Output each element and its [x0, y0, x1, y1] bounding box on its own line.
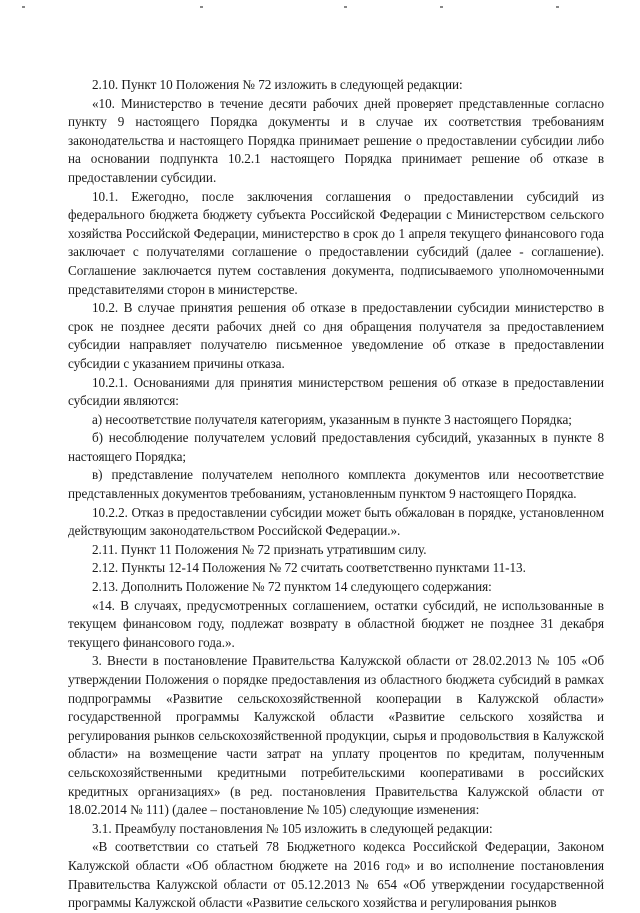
paragraph-preamble: «В соответствии со статьей 78 Бюджетного кодекса Российской Федерации, Законом Калужской области «Об областном бюджете на 2016 год» и во исполнение постановления Правительства Калужской области от 05.12.2013 № 654 «Об утверждении государственной программы Калужской области «Развитие сельского хозяйства и регулирования рынков — [68, 839, 604, 911]
paragraph-item-b: б) несоблюдение получателем условий предоставления субсидий, указанных в пункте 8 настоящего Порядка; — [68, 430, 604, 464]
paragraph-2-12: 2.12. Пункты 12-14 Положения № 72 считать соответственно пунктами 11-13. — [92, 560, 526, 576]
paragraph-item-a: а) несоответствие получателя категориям, указанным в пункте 3 настоящего Порядка; — [92, 411, 572, 427]
paragraph-3-1: 3.1. Преамбулу постановления № 105 изложить в следующей редакции: — [92, 820, 493, 836]
paragraph-point-14: «14. В случаях, предусмотренных соглашением, остатки субсидий, не использованные в текущем финансовом году, подлежат возврату в областной бюджет не позднее 31 декабря текущего финансового года.». — [68, 597, 604, 650]
paragraph-2-10: 2.10. Пункт 10 Положения № 72 изложить в следующей редакции: — [92, 77, 463, 92]
scan-top-marks — [0, 6, 640, 10]
paragraph-10-1: 10.1. Ежегодно, после заключения соглашения о предоставлении субсидий из федерального бюджета бюджету субъекта Российской Федерации с Министерством сельского хозяйства Российской Федерации, министерство в срок до 1 апреля текущего финансового года заключает с получателями соглашение о предоставлении субсидий (далее - соглашение). Соглашение заключается путем составления документа, подписываемого уполномоченными представителями сторон в министерстве. — [68, 188, 604, 297]
paragraph-3: 3. Внести в постановление Правительства Калужской области от 28.02.2013 № 105 «Об утверждении Положения о порядке предоставления из областного бюджета субсидий в рамках подпрограммы «Развитие сельскохозяйственной кооперации в Калужской области» государственной программы Калужской области «Развитие сельского хозяйства и регулирования рынков сельскохозяйственной продукции, сырья и продовольствия в Калужской области» на возмещение части затрат на уплату процентов по кредитам, полученным сельскохозяйственными кредитными потребительскими кооперативами в российских кредитных организациях» (в ред. постановления Правительства Калужской области от 18.02.2014 № 111) (далее – постановление № 105) следующие изменения: — [68, 653, 604, 818]
paragraph-10-2: 10.2. В случае принятия решения об отказе в предоставлении субсидии министерство в срок не позднее десяти рабочих дней со дня обращения получателя за предоставлением субсидии направляет получателю письменное уведомление об отказе в предоставлении субсидии с указанием причины отказа. — [68, 300, 604, 371]
paragraph-10-2-2: 10.2.2. Отказ в предоставлении субсидии может быть обжалован в порядке, установленном действующим законодательством Российской Федерации.». — [68, 504, 604, 539]
paragraph-10-2-1: 10.2.1. Основаниями для принятия министерством решения об отказе в предоставлении субсидии являются: — [68, 374, 604, 409]
document-body — [68, 76, 604, 913]
paragraph-point-10: «10. Министерство в течение десяти рабочих дней проверяет представленные согласно пункту 9 настоящего Порядка документы и в случае их соответствия требованиям законодательства и настоящего Порядка принимает решение о предоставлении субсидии либо на основании подпункта 10.2.1 настоящего Порядка принимает решение об отказе в предоставлении субсидии. — [68, 95, 604, 185]
paragraph-item-v: в) представление получателем неполного комплекта документов или несоответствие представленных документов требованиям, установленным пунктом 9 настоящего Порядка. — [68, 467, 604, 502]
paragraph-2-13: 2.13. Дополнить Положение № 72 пунктом 14 следующего содержания: — [92, 579, 492, 595]
paragraph-2-11: 2.11. Пункт 11 Положения № 72 признать утратившим силу. — [92, 541, 427, 557]
